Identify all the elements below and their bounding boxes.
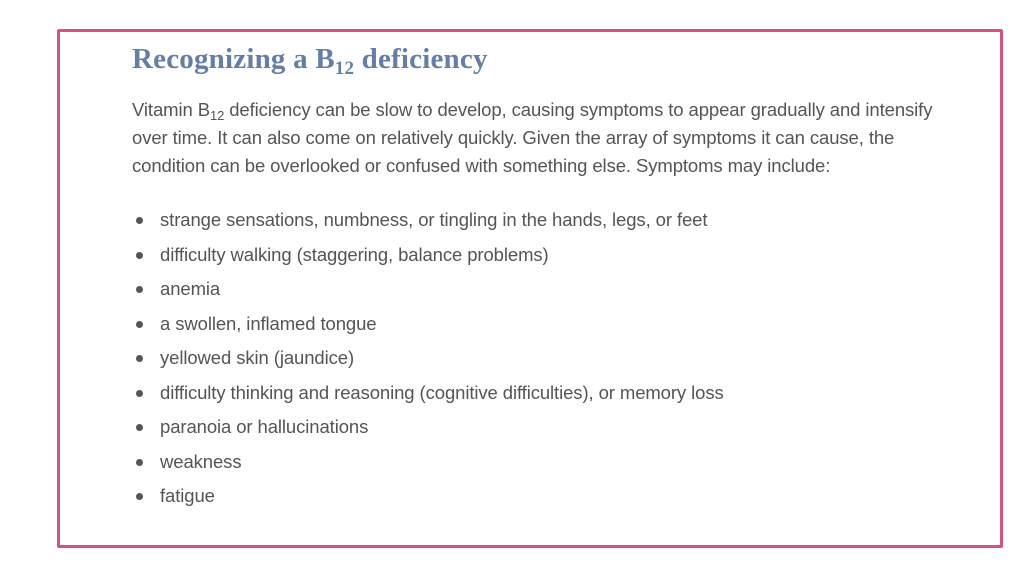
bullet-icon: [136, 286, 143, 293]
intro-suffix: deficiency can be slow to develop, causing symptoms to appear gradually and intensify over time. It can also come on relatively quickly. Given the array of symptoms it can cause, the condition can be overlooked or confused with something else. Symptoms may include:: [132, 99, 933, 176]
bullet-icon: [136, 252, 143, 259]
symptom-text: difficulty walking (staggering, balance problems): [160, 243, 549, 265]
bullet-icon: [136, 493, 143, 500]
symptom-text: a swollen, inflamed tongue: [160, 312, 377, 334]
heading-subscript: 12: [334, 58, 355, 79]
symptom-text: paranoia or hallucinations: [160, 416, 369, 437]
symptom-text: weakness: [160, 450, 242, 472]
list-item: [132, 376, 962, 411]
bullet-icon: [136, 355, 143, 362]
list-item: [132, 238, 962, 273]
list-item: [132, 410, 962, 445]
list-item: [132, 479, 962, 514]
list-item: [132, 203, 962, 238]
bullet-icon: [136, 390, 143, 397]
symptom-text: fatigue: [160, 485, 215, 506]
symptom-text: yellowed skin (jaundice): [160, 347, 355, 368]
intro-prefix: Vitamin B: [132, 99, 210, 120]
symptom-text: anemia: [160, 278, 221, 299]
symptom-text: difficulty thinking and reasoning (cognitive difficulties), or memory loss: [160, 381, 724, 403]
bullet-icon: [136, 321, 143, 328]
symptom-list: [132, 203, 962, 514]
section-heading: [132, 40, 962, 78]
symptom-text: strange sensations, numbness, or tingling in the hands, legs, or feet: [160, 209, 708, 230]
list-item: [132, 341, 962, 376]
intro-subscript: 12: [209, 108, 225, 123]
list-item: [132, 445, 962, 480]
heading-prefix: Recognizing a B: [132, 43, 335, 75]
list-item: [132, 307, 962, 342]
bullet-icon: [136, 217, 143, 224]
list-item: [132, 272, 962, 307]
heading-suffix: deficiency: [354, 43, 488, 75]
bullet-icon: [136, 424, 143, 431]
intro-paragraph: [132, 96, 962, 180]
article-section: [132, 40, 962, 514]
bullet-icon: [136, 459, 143, 466]
